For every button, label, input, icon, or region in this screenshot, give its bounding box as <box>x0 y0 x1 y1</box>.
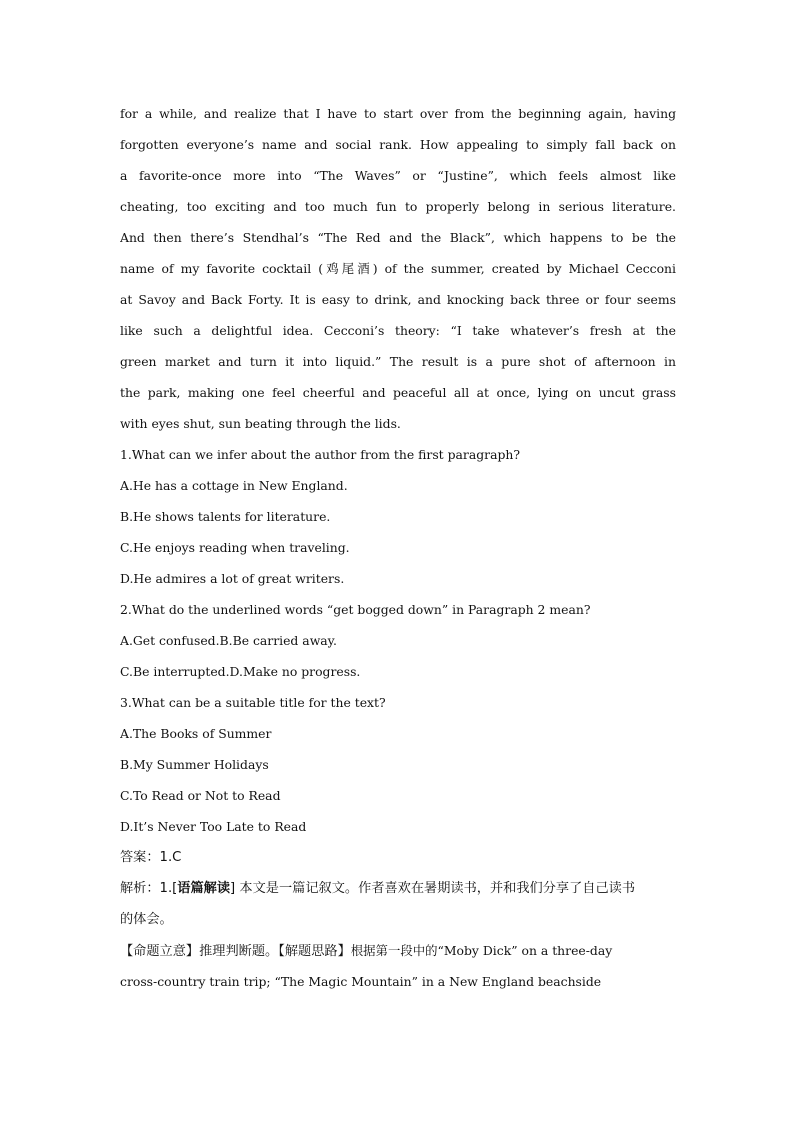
reasoning-text: 根据第一段中的“Moby Dick” on a three-day <box>350 943 613 958</box>
reasoning-line <box>120 935 676 966</box>
reasoning-text: 推理判断题。 <box>199 944 279 959</box>
passage-line: forgotten everyone’s name and social rank. How appealing to simply fall back on <box>120 137 676 152</box>
reasoning-line: cross-country train trip; “The Magic Mountain” in a New England beachside <box>120 974 602 989</box>
passage-line: cheating, too exciting and too much fun to properly belong in serious literature. <box>120 199 676 214</box>
question-3 <box>120 687 676 842</box>
passage-line: like such a delightful idea. Cecconi’s theory: “I take whatever’s fresh at the <box>120 323 676 338</box>
analysis-line: 的体会。 <box>120 912 173 927</box>
question-option: B.My Summer Holidays <box>120 757 269 772</box>
question-stem: 3.What can be a suitable title for the text? <box>120 695 386 710</box>
analysis-tag: 语篇解读 <box>177 881 231 896</box>
passage <box>120 98 676 439</box>
reasoning-tag: 【解题思路】 <box>278 944 351 959</box>
question-stem: 2.What do the underlined words “get bogged down” in Paragraph 2 mean? <box>120 602 591 617</box>
document-page <box>120 98 676 997</box>
question-option: C.He enjoys reading when traveling. <box>120 540 350 555</box>
question-option: A.He has a cottage in New England. <box>120 478 348 493</box>
passage-line: for a while, and realize that I have to start over from the beginning again, having <box>120 106 676 121</box>
passage-line: green market and turn it into liquid.” The result is a pure shot of afternoon in <box>120 354 676 369</box>
reasoning <box>120 935 676 997</box>
passage-line: with eyes shut, sun beating through the lids. <box>120 416 401 431</box>
question-2 <box>120 594 676 687</box>
question-option: A.The Books of Summer <box>120 726 272 741</box>
passage-line: And then there’s Stendhal’s “The Red and the Black”, which happens to be the <box>120 230 676 245</box>
question-option: C.To Read or Not to Read <box>120 788 281 803</box>
passage-line: the park, making one feel cheerful and peaceful all at once, lying on uncut grass <box>120 385 676 400</box>
analysis <box>120 873 676 935</box>
question-option: C.Be interrupted.D.Make no progress. <box>120 664 361 679</box>
answer-line: 答案：1.C <box>120 850 182 865</box>
analysis-text: ] 本文是一篇记叙文。作者喜欢在暑期读书，并和我们分享了自己读书 <box>230 881 636 896</box>
reasoning-tag: 【命题立意】 <box>120 944 200 959</box>
question-option: A.Get confused.B.Be carried away. <box>120 633 337 648</box>
analysis-line <box>120 873 676 904</box>
passage-line: at Savoy and Back Forty. It is easy to drink, and knocking back three or four seems <box>120 292 676 307</box>
passage-line: name of my favorite cocktail (鸡尾酒) of the summer, created by Michael Cecconi <box>120 261 676 276</box>
analysis-prefix: 解析：1.[ <box>120 881 178 896</box>
passage-line: a favorite-once more into “The Waves” or “Justine”, which feels almost like <box>120 168 676 183</box>
question-option: D.It’s Never Too Late to Read <box>120 819 307 834</box>
question-stem: 1.What can we infer about the author from the first paragraph? <box>120 447 521 462</box>
question-option: D.He admires a lot of great writers. <box>120 571 345 586</box>
question-option: B.He shows talents for literature. <box>120 509 331 524</box>
question-1 <box>120 439 676 594</box>
